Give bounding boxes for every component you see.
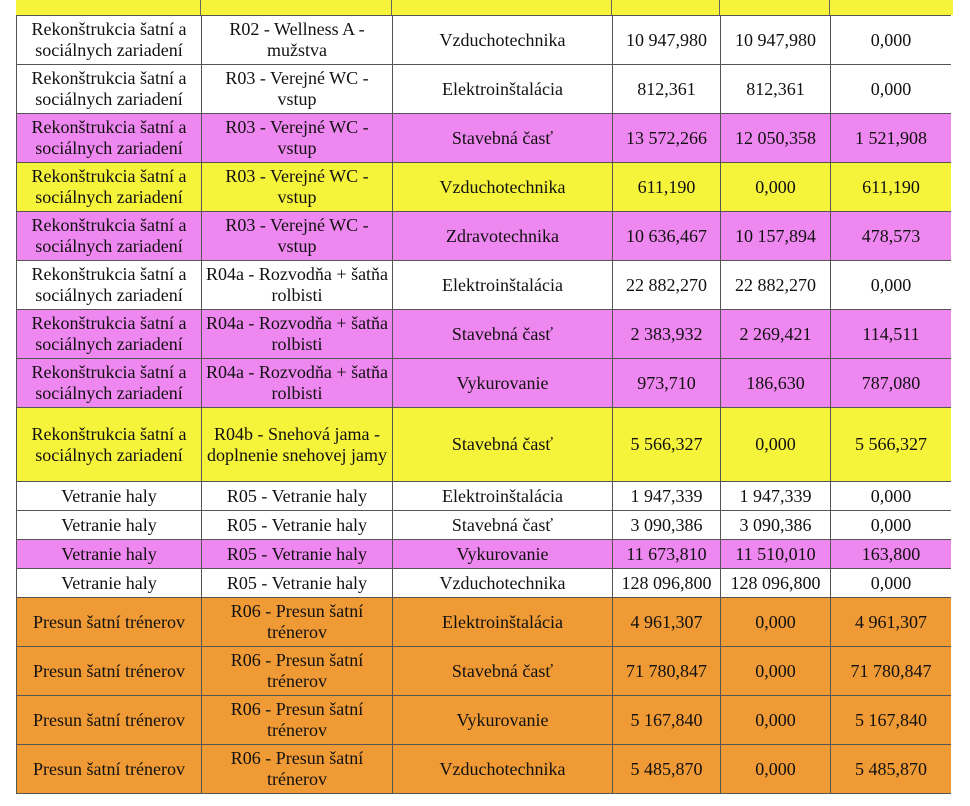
amount-done-cell: 22 882,270 [721,261,831,310]
amount-total-cell: 973,710 [613,359,721,408]
amount-done-cell: 0,000 [721,696,831,745]
profession-cell: Vzduchotechnika [393,163,613,212]
project-cell: Presun šatní trénerov [17,647,202,696]
amount-done-cell: 10 947,980 [721,16,831,65]
project-cell: Rekonštrukcia šatní a sociálnych zariadení [17,310,202,359]
fragment-cell [612,0,720,15]
object-cell: R03 - Verejné WC - vstup [202,65,393,114]
object-cell: R04b - Snehová jama - doplnenie snehovej jamy [202,408,393,482]
amount-remaining-cell: 5 485,870 [831,745,952,794]
object-cell: R06 - Presun šatní trénerov [202,745,393,794]
amount-remaining-cell: 787,080 [831,359,952,408]
amount-total-cell: 13 572,266 [613,114,721,163]
amount-remaining-cell: 114,511 [831,310,952,359]
table-row [17,212,952,261]
amount-total-cell: 1 947,339 [613,482,721,511]
amount-done-cell: 2 269,421 [721,310,831,359]
profession-cell: Stavebná časť [393,511,613,540]
amount-remaining-cell: 0,000 [831,482,952,511]
amount-total-cell: 22 882,270 [613,261,721,310]
amount-remaining-cell: 4 961,307 [831,598,952,647]
object-cell: R06 - Presun šatní trénerov [202,598,393,647]
profession-cell: Zdravotechnika [393,212,613,261]
table-row [17,16,952,65]
object-cell: R06 - Presun šatní trénerov [202,647,393,696]
amount-total-cell: 11 673,810 [613,540,721,569]
table-row [17,696,952,745]
profession-cell: Vykurovanie [393,359,613,408]
profession-cell: Elektroinštalácia [393,65,613,114]
amount-remaining-cell: 478,573 [831,212,952,261]
amount-total-cell: 10 947,980 [613,16,721,65]
profession-cell: Elektroinštalácia [393,482,613,511]
project-cell: Vetranie haly [17,482,202,511]
previous-row-fragment [16,0,951,15]
table-row [17,598,952,647]
amount-total-cell: 10 636,467 [613,212,721,261]
profession-cell: Elektroinštalácia [393,261,613,310]
table-row [17,114,952,163]
profession-cell: Vzduchotechnika [393,16,613,65]
amount-total-cell: 5 167,840 [613,696,721,745]
amount-remaining-cell: 5 566,327 [831,408,952,482]
amount-done-cell: 0,000 [721,745,831,794]
amount-done-cell: 0,000 [721,647,831,696]
amount-remaining-cell: 71 780,847 [831,647,952,696]
profession-cell: Vykurovanie [393,696,613,745]
amount-total-cell: 5 485,870 [613,745,721,794]
object-cell: R05 - Vetranie haly [202,511,393,540]
amount-done-cell: 812,361 [721,65,831,114]
amount-total-cell: 2 383,932 [613,310,721,359]
amount-total-cell: 5 566,327 [613,408,721,482]
fragment-cell [720,0,830,15]
amount-remaining-cell: 163,800 [831,540,952,569]
object-cell: R03 - Verejné WC - vstup [202,212,393,261]
amount-done-cell: 11 510,010 [721,540,831,569]
amount-done-cell: 1 947,339 [721,482,831,511]
amount-total-cell: 4 961,307 [613,598,721,647]
profession-cell: Vzduchotechnika [393,569,613,598]
amount-done-cell: 128 096,800 [721,569,831,598]
table-row [17,511,952,540]
amount-total-cell: 812,361 [613,65,721,114]
table-row [17,540,952,569]
project-cell: Vetranie haly [17,569,202,598]
amount-remaining-cell: 0,000 [831,569,952,598]
amount-done-cell: 0,000 [721,598,831,647]
object-cell: R05 - Vetranie haly [202,569,393,598]
object-cell: R03 - Verejné WC - vstup [202,163,393,212]
fragment-cell [16,0,201,15]
object-cell: R05 - Vetranie haly [202,482,393,511]
project-cell: Presun šatní trénerov [17,598,202,647]
amount-remaining-cell: 611,190 [831,163,952,212]
fragment-cell [830,0,953,15]
table-row [17,745,952,794]
object-cell: R04a - Rozvodňa + šatňa rolbisti [202,310,393,359]
amount-remaining-cell: 5 167,840 [831,696,952,745]
amount-total-cell: 128 096,800 [613,569,721,598]
amount-done-cell: 186,630 [721,359,831,408]
amount-remaining-cell: 1 521,908 [831,114,952,163]
amount-total-cell: 611,190 [613,163,721,212]
profession-cell: Stavebná časť [393,310,613,359]
project-cell: Rekonštrukcia šatní a sociálnych zariadení [17,261,202,310]
project-cell: Presun šatní trénerov [17,745,202,794]
object-cell: R04a - Rozvodňa + šatňa rolbisti [202,261,393,310]
profession-cell: Elektroinštalácia [393,598,613,647]
project-cell: Vetranie haly [17,540,202,569]
amount-total-cell: 3 090,386 [613,511,721,540]
amount-done-cell: 10 157,894 [721,212,831,261]
table-row [17,482,952,511]
cost-table [16,15,951,794]
profession-cell: Stavebná časť [393,647,613,696]
amount-remaining-cell: 0,000 [831,261,952,310]
object-cell: R02 - Wellness A - mužstva [202,16,393,65]
project-cell: Vetranie haly [17,511,202,540]
project-cell: Rekonštrukcia šatní a sociálnych zariadení [17,408,202,482]
amount-done-cell: 12 050,358 [721,114,831,163]
project-cell: Rekonštrukcia šatní a sociálnych zariadení [17,359,202,408]
profession-cell: Stavebná časť [393,114,613,163]
fragment-cell [392,0,612,15]
object-cell: R04a - Rozvodňa + šatňa rolbisti [202,359,393,408]
table-body [17,16,952,794]
table-row [17,408,952,482]
table-row [17,65,952,114]
table-row [17,261,952,310]
profession-cell: Stavebná časť [393,408,613,482]
profession-cell: Vzduchotechnika [393,745,613,794]
table-row [17,569,952,598]
project-cell: Rekonštrukcia šatní a sociálnych zariadení [17,114,202,163]
project-cell: Rekonštrukcia šatní a sociálnych zariadení [17,163,202,212]
project-cell: Rekonštrukcia šatní a sociálnych zariadení [17,65,202,114]
table-row [17,359,952,408]
fragment-cell [201,0,392,15]
amount-remaining-cell: 0,000 [831,511,952,540]
project-cell: Rekonštrukcia šatní a sociálnych zariadení [17,212,202,261]
amount-remaining-cell: 0,000 [831,65,952,114]
object-cell: R06 - Presun šatní trénerov [202,696,393,745]
table-row [17,163,952,212]
amount-done-cell: 0,000 [721,408,831,482]
profession-cell: Vykurovanie [393,540,613,569]
amount-done-cell: 3 090,386 [721,511,831,540]
project-cell: Rekonštrukcia šatní a sociálnych zariadení [17,16,202,65]
project-cell: Presun šatní trénerov [17,696,202,745]
table-row [17,647,952,696]
table-row [17,310,952,359]
object-cell: R05 - Vetranie haly [202,540,393,569]
amount-done-cell: 0,000 [721,163,831,212]
amount-total-cell: 71 780,847 [613,647,721,696]
amount-remaining-cell: 0,000 [831,16,952,65]
object-cell: R03 - Verejné WC - vstup [202,114,393,163]
cost-table-container [16,15,951,806]
